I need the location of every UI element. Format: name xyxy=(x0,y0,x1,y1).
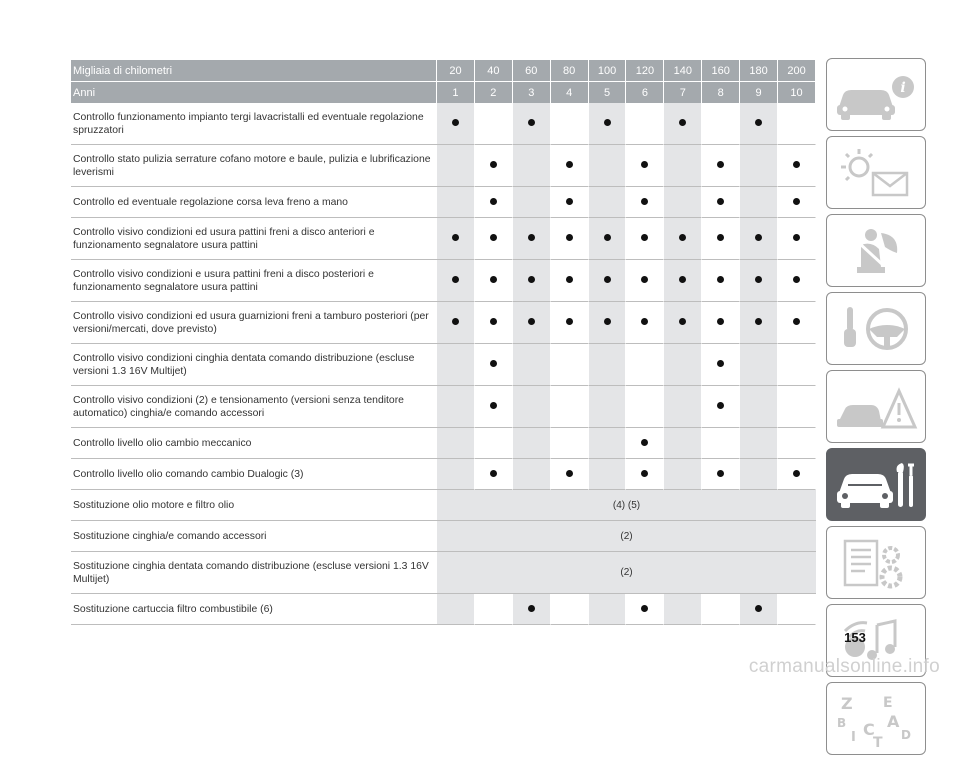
year-header-cell: 1 xyxy=(437,82,475,103)
interval-cell xyxy=(626,103,664,145)
interval-note: (4) (5) xyxy=(437,490,816,521)
interval-cell xyxy=(589,386,627,428)
interval-cell xyxy=(664,218,702,260)
operation-description: Controllo visivo condizioni e usura pattini freni a disco posteriori e funzionamento segnalatore usura pattini xyxy=(71,260,437,302)
interval-cell xyxy=(740,344,778,386)
interval-cell xyxy=(551,386,589,428)
year-header-cell: 10 xyxy=(778,82,816,103)
interval-cell xyxy=(513,145,551,187)
interval-cell xyxy=(740,218,778,260)
interval-cell xyxy=(589,103,627,145)
interval-cell xyxy=(626,386,664,428)
interval-cell xyxy=(626,344,664,386)
interval-cell xyxy=(475,103,513,145)
check-dot xyxy=(717,276,724,283)
interval-cell xyxy=(513,218,551,260)
header-km-label: Migliaia di chilometri xyxy=(71,60,437,82)
alphabetical-index-icon xyxy=(831,689,921,749)
interval-cell xyxy=(551,187,589,218)
car-wrench-icon xyxy=(831,455,921,515)
check-dot xyxy=(528,276,535,283)
interval-cell xyxy=(589,302,627,344)
check-dot xyxy=(793,276,800,283)
year-header-cell: 3 xyxy=(513,82,551,103)
interval-cell xyxy=(437,260,475,302)
year-header-cell: 8 xyxy=(702,82,740,103)
interval-cell xyxy=(475,459,513,490)
interval-cell xyxy=(589,459,627,490)
interval-cell xyxy=(551,302,589,344)
year-header-cell: 9 xyxy=(740,82,778,103)
check-dot xyxy=(641,161,648,168)
check-dot xyxy=(490,360,497,367)
operation-description: Controllo visivo condizioni ed usura guarnizioni freni a tamburo posteriori (per versioni/mercati, dove previsto) xyxy=(71,302,437,344)
interval-note: (2) xyxy=(437,552,816,594)
interval-cell xyxy=(589,218,627,260)
sidebar-tab-index[interactable] xyxy=(826,682,926,755)
warning-lights-mail-icon xyxy=(831,143,921,203)
table-row xyxy=(71,428,816,459)
check-dot xyxy=(641,605,648,612)
interval-cell xyxy=(626,302,664,344)
check-dot xyxy=(528,119,535,126)
km-header-cell: 180 xyxy=(740,60,778,82)
check-dot xyxy=(641,276,648,283)
year-header-cell: 2 xyxy=(475,82,513,103)
interval-cell xyxy=(513,428,551,459)
table-row xyxy=(71,552,816,594)
sidebar-tab-starting-driving[interactable] xyxy=(826,292,926,365)
interval-cell xyxy=(589,260,627,302)
interval-note: (2) xyxy=(437,521,816,552)
interval-cell xyxy=(513,594,551,625)
check-dot xyxy=(641,318,648,325)
check-dot xyxy=(717,198,724,205)
operation-description: Controllo visivo condizioni cinghia dentata comando distribuzione (escluse versioni 1.3 16V Multijet) xyxy=(71,344,437,386)
check-dot xyxy=(566,470,573,477)
check-dot xyxy=(490,234,497,241)
check-dot xyxy=(566,318,573,325)
check-dot xyxy=(604,318,611,325)
interval-cell xyxy=(740,145,778,187)
check-dot xyxy=(528,234,535,241)
interval-cell xyxy=(664,260,702,302)
interval-cell xyxy=(437,594,475,625)
interval-cell xyxy=(437,459,475,490)
operation-description: Controllo stato pulizia serrature cofano motore e baule, pulizia e lubrificazione leverismi xyxy=(71,145,437,187)
km-header-cell: 60 xyxy=(513,60,551,82)
key-steering-wheel-icon xyxy=(831,299,921,359)
check-dot xyxy=(755,276,762,283)
index-letter: I xyxy=(851,729,856,745)
interval-cell xyxy=(626,260,664,302)
sidebar-tab-maintenance[interactable] xyxy=(826,448,926,521)
check-dot xyxy=(717,318,724,325)
km-header-cell: 80 xyxy=(551,60,589,82)
interval-cell xyxy=(702,145,740,187)
table-row xyxy=(71,145,816,187)
interval-cell xyxy=(626,145,664,187)
interval-cell xyxy=(589,344,627,386)
header-years-label: Anni xyxy=(71,82,437,103)
check-dot xyxy=(490,161,497,168)
interval-cell xyxy=(475,302,513,344)
interval-cell xyxy=(702,386,740,428)
maintenance-table xyxy=(71,60,816,625)
interval-cell xyxy=(551,594,589,625)
table-row xyxy=(71,344,816,386)
interval-cell xyxy=(702,344,740,386)
page-number: 153 xyxy=(844,630,866,645)
interval-cell xyxy=(589,428,627,459)
interval-cell xyxy=(740,187,778,218)
interval-cell xyxy=(702,187,740,218)
svg-text:i: i xyxy=(900,79,906,96)
car-info-icon xyxy=(831,65,921,125)
interval-cell xyxy=(664,386,702,428)
header-row-km xyxy=(71,60,816,82)
interval-cell xyxy=(475,218,513,260)
table-row xyxy=(71,302,816,344)
index-letter: B xyxy=(837,715,847,730)
sidebar-tab-warning-lights[interactable] xyxy=(826,136,926,209)
interval-cell xyxy=(589,594,627,625)
interval-cell xyxy=(778,302,816,344)
check-dot xyxy=(452,276,459,283)
check-dot xyxy=(717,234,724,241)
table-row xyxy=(71,594,816,625)
interval-cell xyxy=(437,145,475,187)
check-dot xyxy=(717,470,724,477)
check-dot xyxy=(452,119,459,126)
check-dot xyxy=(641,198,648,205)
interval-cell xyxy=(475,344,513,386)
interval-cell xyxy=(740,386,778,428)
interval-cell xyxy=(513,302,551,344)
interval-cell xyxy=(626,187,664,218)
interval-cell xyxy=(475,428,513,459)
check-dot xyxy=(679,119,686,126)
interval-cell xyxy=(437,187,475,218)
check-dot xyxy=(793,234,800,241)
operation-description: Sostituzione cartuccia filtro combustibile (6) xyxy=(71,594,437,625)
check-dot xyxy=(566,198,573,205)
interval-cell xyxy=(664,594,702,625)
interval-cell xyxy=(740,428,778,459)
check-dot xyxy=(528,318,535,325)
interval-cell xyxy=(475,386,513,428)
index-letter: A xyxy=(887,711,900,731)
check-dot xyxy=(490,276,497,283)
interval-cell xyxy=(664,187,702,218)
table-row xyxy=(71,187,816,218)
interval-cell xyxy=(702,218,740,260)
interval-cell xyxy=(437,218,475,260)
interval-cell xyxy=(778,187,816,218)
table-row xyxy=(71,218,816,260)
interval-cell xyxy=(551,260,589,302)
sidebar-tab-emergency[interactable] xyxy=(826,370,926,443)
interval-cell xyxy=(626,594,664,625)
interval-cell xyxy=(551,145,589,187)
check-dot xyxy=(755,605,762,612)
interval-cell xyxy=(626,428,664,459)
interval-cell xyxy=(437,103,475,145)
interval-cell xyxy=(664,344,702,386)
table-row xyxy=(71,521,816,552)
interval-cell xyxy=(740,459,778,490)
interval-cell xyxy=(437,302,475,344)
operation-description: Controllo livello olio comando cambio Dualogic (3) xyxy=(71,459,437,490)
check-dot xyxy=(641,234,648,241)
km-header-cell: 140 xyxy=(664,60,702,82)
interval-cell xyxy=(740,594,778,625)
header-row-years xyxy=(71,82,816,103)
interval-cell xyxy=(778,594,816,625)
interval-cell xyxy=(626,459,664,490)
interval-cell xyxy=(664,428,702,459)
check-dot xyxy=(679,234,686,241)
operation-description: Controllo funzionamento impianto tergi lavacristalli ed eventuale regolazione spruzzatori xyxy=(71,103,437,145)
specs-gear-icon xyxy=(831,533,921,593)
interval-cell xyxy=(778,218,816,260)
check-dot xyxy=(452,318,459,325)
interval-cell xyxy=(778,145,816,187)
check-dot xyxy=(717,161,724,168)
check-dot xyxy=(490,402,497,409)
interval-cell xyxy=(702,459,740,490)
table-row xyxy=(71,103,816,145)
interval-cell xyxy=(702,103,740,145)
interval-cell xyxy=(513,386,551,428)
check-dot xyxy=(755,119,762,126)
table-row xyxy=(71,490,816,521)
interval-cell xyxy=(475,145,513,187)
interval-cell xyxy=(437,386,475,428)
table-row xyxy=(71,459,816,490)
check-dot xyxy=(679,276,686,283)
year-header-cell: 6 xyxy=(626,82,664,103)
check-dot xyxy=(528,605,535,612)
operation-description: Sostituzione olio motore e filtro olio xyxy=(71,490,437,521)
check-dot xyxy=(793,161,800,168)
km-header-cell: 100 xyxy=(589,60,627,82)
km-header-cell: 160 xyxy=(702,60,740,82)
operation-description: Controllo livello olio cambio meccanico xyxy=(71,428,437,459)
interval-cell xyxy=(778,459,816,490)
index-letter: T xyxy=(873,734,883,749)
check-dot xyxy=(452,234,459,241)
interval-cell xyxy=(551,428,589,459)
table-row xyxy=(71,386,816,428)
check-dot xyxy=(604,276,611,283)
check-dot xyxy=(679,318,686,325)
table-row xyxy=(71,260,816,302)
check-dot xyxy=(604,119,611,126)
watermark: carmanualsonline.info xyxy=(748,656,940,677)
check-dot xyxy=(793,318,800,325)
interval-cell xyxy=(778,344,816,386)
interval-cell xyxy=(702,428,740,459)
km-header-cell: 120 xyxy=(626,60,664,82)
check-dot xyxy=(755,318,762,325)
interval-cell xyxy=(778,260,816,302)
interval-cell xyxy=(740,103,778,145)
interval-cell xyxy=(551,103,589,145)
interval-cell xyxy=(437,344,475,386)
km-header-cell: 40 xyxy=(475,60,513,82)
interval-cell xyxy=(437,428,475,459)
interval-cell xyxy=(740,260,778,302)
interval-cell xyxy=(778,428,816,459)
interval-cell xyxy=(664,459,702,490)
check-dot xyxy=(490,318,497,325)
interval-cell xyxy=(740,302,778,344)
check-dot xyxy=(566,234,573,241)
interval-cell xyxy=(702,594,740,625)
interval-cell xyxy=(702,302,740,344)
chapter-sidebar xyxy=(826,58,928,760)
interval-cell xyxy=(475,187,513,218)
km-header-cell: 20 xyxy=(437,60,475,82)
interval-cell xyxy=(664,302,702,344)
interval-cell xyxy=(589,187,627,218)
interval-cell xyxy=(778,103,816,145)
interval-cell xyxy=(513,344,551,386)
interval-cell xyxy=(626,218,664,260)
interval-cell xyxy=(551,218,589,260)
km-header-cell: 200 xyxy=(778,60,816,82)
interval-cell xyxy=(551,459,589,490)
interval-cell xyxy=(475,260,513,302)
check-dot xyxy=(490,470,497,477)
index-letter: C xyxy=(863,719,875,739)
operation-description: Sostituzione cinghia dentata comando distribuzione (escluse versioni 1.3 16V Multijet) xyxy=(71,552,437,594)
interval-cell xyxy=(778,386,816,428)
operation-description: Controllo visivo condizioni ed usura pattini freni a disco anteriori e funzionamento segnalatore usura pattini xyxy=(71,218,437,260)
operation-description: Controllo ed eventuale regolazione corsa leva freno a mano xyxy=(71,187,437,218)
interval-cell xyxy=(513,103,551,145)
interval-cell xyxy=(551,344,589,386)
sidebar-tab-safety[interactable] xyxy=(826,214,926,287)
check-dot xyxy=(641,439,648,446)
interval-cell xyxy=(589,145,627,187)
operation-description: Controllo visivo condizioni (2) e tensionamento (versioni senza tenditore automatico) cinghia/e comando accessori xyxy=(71,386,437,428)
interval-cell xyxy=(664,103,702,145)
year-header-cell: 4 xyxy=(551,82,589,103)
index-letter: E xyxy=(883,694,893,711)
check-dot xyxy=(566,161,573,168)
road-emergency-icon xyxy=(831,377,921,437)
index-letter: D xyxy=(901,727,911,742)
interval-cell xyxy=(475,594,513,625)
check-dot xyxy=(641,470,648,477)
year-header-cell: 5 xyxy=(589,82,627,103)
interval-cell xyxy=(513,260,551,302)
interval-cell xyxy=(702,260,740,302)
check-dot xyxy=(793,470,800,477)
check-dot xyxy=(717,402,724,409)
check-dot xyxy=(717,360,724,367)
maintenance-table-body xyxy=(71,103,816,625)
airbag-seatbelt-icon xyxy=(831,221,921,281)
interval-cell xyxy=(513,459,551,490)
interval-cell xyxy=(513,187,551,218)
sidebar-tab-technical-data[interactable] xyxy=(826,526,926,599)
operation-description: Sostituzione cinghia/e comando accessori xyxy=(71,521,437,552)
check-dot xyxy=(604,234,611,241)
year-header-cell: 7 xyxy=(664,82,702,103)
check-dot xyxy=(566,276,573,283)
sidebar-tab-car-info[interactable] xyxy=(826,58,926,131)
check-dot xyxy=(793,198,800,205)
interval-cell xyxy=(664,145,702,187)
check-dot xyxy=(490,198,497,205)
index-letter: Z xyxy=(841,693,853,713)
check-dot xyxy=(755,234,762,241)
